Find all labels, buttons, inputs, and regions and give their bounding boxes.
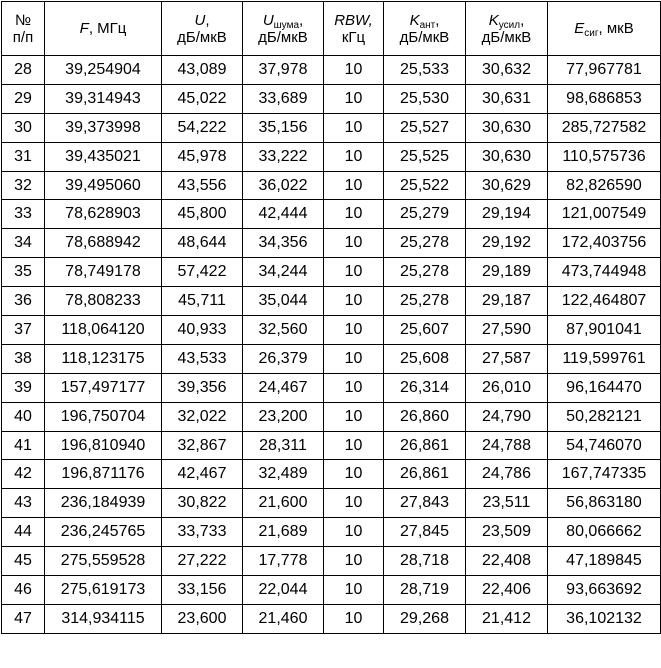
cell-voltage: 43,533 bbox=[162, 344, 243, 373]
table-row bbox=[2, 431, 661, 460]
cell-rbw: 10 bbox=[324, 287, 384, 316]
cell-rbw: 10 bbox=[324, 229, 384, 258]
table-row bbox=[2, 200, 661, 229]
cell-frequency: 196,871176 bbox=[45, 460, 162, 489]
cell-antenna-factor: 26,860 bbox=[384, 402, 466, 431]
table-row bbox=[2, 316, 661, 345]
cell-noise-voltage: 28,311 bbox=[243, 431, 324, 460]
cell-noise-voltage: 34,356 bbox=[243, 229, 324, 258]
cell-amplifier-gain: 23,509 bbox=[466, 518, 548, 547]
header-frequency bbox=[45, 2, 162, 56]
cell-voltage: 45,800 bbox=[162, 200, 243, 229]
cell-voltage: 54,222 bbox=[162, 113, 243, 142]
header-esig-unit: , мкВ bbox=[598, 20, 634, 37]
cell-signal-field: 54,746070 bbox=[548, 431, 661, 460]
cell-signal-field: 93,663692 bbox=[548, 576, 661, 605]
cell-amplifier-gain: 27,590 bbox=[466, 316, 548, 345]
header-frequency-unit: , МГц bbox=[88, 20, 127, 37]
cell-amplifier-gain: 29,189 bbox=[466, 258, 548, 287]
cell-number: 38 bbox=[2, 344, 45, 373]
cell-voltage: 32,867 bbox=[162, 431, 243, 460]
cell-voltage: 33,156 bbox=[162, 576, 243, 605]
cell-frequency: 78,628903 bbox=[45, 200, 162, 229]
header-rbw bbox=[324, 2, 384, 56]
cell-frequency: 236,184939 bbox=[45, 489, 162, 518]
header-voltage: U, дБ/мкВ bbox=[162, 2, 243, 56]
header-number-line1: № bbox=[14, 11, 32, 29]
cell-frequency: 39,495060 bbox=[45, 171, 162, 200]
cell-antenna-factor: 29,268 bbox=[384, 604, 466, 633]
header-esig-symbol: E bbox=[574, 20, 585, 37]
cell-amplifier-gain: 29,187 bbox=[466, 287, 548, 316]
cell-noise-voltage: 36,022 bbox=[243, 171, 324, 200]
cell-rbw: 10 bbox=[324, 604, 384, 633]
cell-signal-field: 473,744948 bbox=[548, 258, 661, 287]
cell-amplifier-gain: 22,406 bbox=[466, 576, 548, 605]
cell-amplifier-gain: 29,194 bbox=[466, 200, 548, 229]
cell-antenna-factor: 26,861 bbox=[384, 431, 466, 460]
cell-frequency: 236,245765 bbox=[45, 518, 162, 547]
cell-amplifier-gain: 24,786 bbox=[466, 460, 548, 489]
cell-frequency: 39,435021 bbox=[45, 142, 162, 171]
cell-antenna-factor: 27,845 bbox=[384, 518, 466, 547]
table-body bbox=[2, 56, 661, 634]
cell-noise-voltage: 37,978 bbox=[243, 56, 324, 85]
cell-frequency: 157,497177 bbox=[45, 373, 162, 402]
cell-noise-voltage: 34,244 bbox=[243, 258, 324, 287]
cell-voltage: 57,422 bbox=[162, 258, 243, 287]
cell-rbw: 10 bbox=[324, 344, 384, 373]
cell-number: 43 bbox=[2, 489, 45, 518]
cell-number: 32 bbox=[2, 171, 45, 200]
cell-rbw: 10 bbox=[324, 431, 384, 460]
cell-antenna-factor: 25,278 bbox=[384, 258, 466, 287]
table-row bbox=[2, 489, 661, 518]
cell-antenna-factor: 26,861 bbox=[384, 460, 466, 489]
cell-number: 39 bbox=[2, 373, 45, 402]
cell-amplifier-gain: 27,587 bbox=[466, 344, 548, 373]
cell-signal-field: 121,007549 bbox=[548, 200, 661, 229]
cell-number: 41 bbox=[2, 431, 45, 460]
cell-noise-voltage: 32,489 bbox=[243, 460, 324, 489]
cell-number: 34 bbox=[2, 229, 45, 258]
cell-frequency: 118,123175 bbox=[45, 344, 162, 373]
table-row bbox=[2, 287, 661, 316]
cell-frequency: 78,688942 bbox=[45, 229, 162, 258]
cell-voltage: 45,022 bbox=[162, 84, 243, 113]
cell-signal-field: 167,747335 bbox=[548, 460, 661, 489]
cell-rbw: 10 bbox=[324, 258, 384, 287]
cell-amplifier-gain: 30,630 bbox=[466, 142, 548, 171]
cell-signal-field: 47,189845 bbox=[548, 547, 661, 576]
header-frequency-symbol: F bbox=[79, 20, 89, 37]
cell-number: 31 bbox=[2, 142, 45, 171]
cell-voltage: 45,978 bbox=[162, 142, 243, 171]
cell-signal-field: 56,863180 bbox=[548, 489, 661, 518]
cell-amplifier-gain: 23,511 bbox=[466, 489, 548, 518]
header-number bbox=[2, 2, 45, 56]
cell-amplifier-gain: 30,630 bbox=[466, 113, 548, 142]
cell-rbw: 10 bbox=[324, 200, 384, 229]
table-row bbox=[2, 113, 661, 142]
cell-antenna-factor: 25,608 bbox=[384, 344, 466, 373]
cell-noise-voltage: 35,156 bbox=[243, 113, 324, 142]
cell-rbw: 10 bbox=[324, 316, 384, 345]
cell-frequency: 78,808233 bbox=[45, 287, 162, 316]
measurement-table bbox=[1, 1, 661, 634]
cell-number: 36 bbox=[2, 287, 45, 316]
cell-amplifier-gain: 29,192 bbox=[466, 229, 548, 258]
cell-signal-field: 96,164470 bbox=[548, 373, 661, 402]
cell-signal-field: 36,102132 bbox=[548, 604, 661, 633]
header-kusil-unit: дБ/мкВ bbox=[481, 28, 532, 46]
header-signal-field bbox=[548, 2, 661, 56]
cell-number: 28 bbox=[2, 56, 45, 85]
cell-number: 45 bbox=[2, 547, 45, 576]
cell-antenna-factor: 27,843 bbox=[384, 489, 466, 518]
header-noise-symbol: U bbox=[262, 11, 274, 29]
cell-noise-voltage: 21,689 bbox=[243, 518, 324, 547]
cell-signal-field: 122,464807 bbox=[548, 287, 661, 316]
table-row bbox=[2, 518, 661, 547]
table-row bbox=[2, 344, 661, 373]
cell-signal-field: 50,282121 bbox=[548, 402, 661, 431]
cell-noise-voltage: 33,222 bbox=[243, 142, 324, 171]
cell-number: 42 bbox=[2, 460, 45, 489]
cell-frequency: 275,619173 bbox=[45, 576, 162, 605]
cell-amplifier-gain: 24,788 bbox=[466, 431, 548, 460]
cell-noise-voltage: 24,467 bbox=[243, 373, 324, 402]
cell-number: 29 bbox=[2, 84, 45, 113]
header-row bbox=[2, 2, 661, 56]
header-antenna-factor: $K_{ант}$, дБ/мкВ bbox=[384, 2, 466, 56]
cell-voltage: 45,711 bbox=[162, 287, 243, 316]
table-row bbox=[2, 229, 661, 258]
cell-rbw: 10 bbox=[324, 113, 384, 142]
cell-frequency: 196,750704 bbox=[45, 402, 162, 431]
cell-number: 47 bbox=[2, 604, 45, 633]
cell-rbw: 10 bbox=[324, 489, 384, 518]
cell-signal-field: 98,686853 bbox=[548, 84, 661, 113]
cell-frequency: 196,810940 bbox=[45, 431, 162, 460]
cell-antenna-factor: 25,527 bbox=[384, 113, 466, 142]
cell-rbw: 10 bbox=[324, 402, 384, 431]
header-voltage-symbol: U bbox=[194, 11, 206, 29]
cell-signal-field: 87,901041 bbox=[548, 316, 661, 345]
cell-noise-voltage: 33,689 bbox=[243, 84, 324, 113]
header-voltage-unit: дБ/мкВ bbox=[177, 28, 227, 46]
cell-rbw: 10 bbox=[324, 84, 384, 113]
cell-signal-field: 80,066662 bbox=[548, 518, 661, 547]
cell-signal-field: 77,967781 bbox=[548, 56, 661, 85]
cell-voltage: 39,356 bbox=[162, 373, 243, 402]
cell-antenna-factor: 25,278 bbox=[384, 229, 466, 258]
cell-noise-voltage: 21,460 bbox=[243, 604, 324, 633]
header-rbw-unit: кГц bbox=[341, 28, 366, 46]
cell-frequency: 39,254904 bbox=[45, 56, 162, 85]
cell-voltage: 48,644 bbox=[162, 229, 243, 258]
cell-antenna-factor: 25,525 bbox=[384, 142, 466, 171]
table-row bbox=[2, 84, 661, 113]
cell-amplifier-gain: 22,408 bbox=[466, 547, 548, 576]
table-row bbox=[2, 171, 661, 200]
cell-antenna-factor: 28,718 bbox=[384, 547, 466, 576]
cell-signal-field: 172,403756 bbox=[548, 229, 661, 258]
cell-voltage: 33,733 bbox=[162, 518, 243, 547]
cell-frequency: 275,559528 bbox=[45, 547, 162, 576]
header-amplifier-gain: $K_{усил}$, дБ/мкВ bbox=[466, 2, 548, 56]
cell-number: 44 bbox=[2, 518, 45, 547]
cell-antenna-factor: 25,278 bbox=[384, 287, 466, 316]
table-row bbox=[2, 56, 661, 85]
cell-voltage: 27,222 bbox=[162, 547, 243, 576]
cell-frequency: 314,934115 bbox=[45, 604, 162, 633]
cell-rbw: 10 bbox=[324, 547, 384, 576]
cell-antenna-factor: 25,522 bbox=[384, 171, 466, 200]
cell-voltage: 32,022 bbox=[162, 402, 243, 431]
table-row bbox=[2, 373, 661, 402]
cell-noise-voltage: 22,044 bbox=[243, 576, 324, 605]
cell-amplifier-gain: 30,631 bbox=[466, 84, 548, 113]
cell-noise-voltage: 17,778 bbox=[243, 547, 324, 576]
table-row bbox=[2, 460, 661, 489]
cell-antenna-factor: 25,607 bbox=[384, 316, 466, 345]
table-row bbox=[2, 604, 661, 633]
cell-voltage: 43,089 bbox=[162, 56, 243, 85]
cell-noise-voltage: 35,044 bbox=[243, 287, 324, 316]
cell-rbw: 10 bbox=[324, 576, 384, 605]
cell-noise-voltage: 23,200 bbox=[243, 402, 324, 431]
cell-noise-voltage: 42,444 bbox=[243, 200, 324, 229]
header-kusil-symbol: K bbox=[488, 11, 499, 29]
cell-rbw: 10 bbox=[324, 56, 384, 85]
cell-rbw: 10 bbox=[324, 171, 384, 200]
cell-signal-field: 285,727582 bbox=[548, 113, 661, 142]
header-kant-symbol: K bbox=[409, 11, 420, 29]
table-row bbox=[2, 576, 661, 605]
cell-amplifier-gain: 26,010 bbox=[466, 373, 548, 402]
cell-antenna-factor: 25,533 bbox=[384, 56, 466, 85]
cell-antenna-factor: 25,530 bbox=[384, 84, 466, 113]
header-rbw-symbol: RBW, bbox=[334, 11, 373, 29]
cell-frequency: 118,064120 bbox=[45, 316, 162, 345]
cell-amplifier-gain: 30,632 bbox=[466, 56, 548, 85]
table-row bbox=[2, 402, 661, 431]
table-row bbox=[2, 142, 661, 171]
cell-noise-voltage: 32,560 bbox=[243, 316, 324, 345]
cell-voltage: 30,822 bbox=[162, 489, 243, 518]
cell-frequency: 39,373998 bbox=[45, 113, 162, 142]
cell-number: 30 bbox=[2, 113, 45, 142]
table-row bbox=[2, 547, 661, 576]
cell-frequency: 78,749178 bbox=[45, 258, 162, 287]
cell-rbw: 10 bbox=[324, 518, 384, 547]
cell-signal-field: 110,575736 bbox=[548, 142, 661, 171]
cell-voltage: 40,933 bbox=[162, 316, 243, 345]
cell-signal-field: 119,599761 bbox=[548, 344, 661, 373]
cell-amplifier-gain: 30,629 bbox=[466, 171, 548, 200]
cell-antenna-factor: 28,719 bbox=[384, 576, 466, 605]
cell-voltage: 23,600 bbox=[162, 604, 243, 633]
cell-rbw: 10 bbox=[324, 373, 384, 402]
header-kant-unit: дБ/мкВ bbox=[399, 28, 450, 46]
cell-rbw: 10 bbox=[324, 142, 384, 171]
cell-noise-voltage: 26,379 bbox=[243, 344, 324, 373]
cell-number: 37 bbox=[2, 316, 45, 345]
header-kusil-subscript: усил bbox=[498, 19, 521, 31]
cell-antenna-factor: 26,314 bbox=[384, 373, 466, 402]
cell-number: 40 bbox=[2, 402, 45, 431]
table-row bbox=[2, 258, 661, 287]
cell-number: 46 bbox=[2, 576, 45, 605]
cell-antenna-factor: 25,279 bbox=[384, 200, 466, 229]
cell-number: 35 bbox=[2, 258, 45, 287]
cell-rbw: 10 bbox=[324, 460, 384, 489]
cell-amplifier-gain: 24,790 bbox=[466, 402, 548, 431]
header-esig-subscript: сиг bbox=[584, 28, 599, 39]
cell-signal-field: 82,826590 bbox=[548, 171, 661, 200]
cell-frequency: 39,314943 bbox=[45, 84, 162, 113]
cell-noise-voltage: 21,600 bbox=[243, 489, 324, 518]
cell-amplifier-gain: 21,412 bbox=[466, 604, 548, 633]
header-noise-unit: дБ/мкВ bbox=[258, 28, 308, 46]
header-number-line2: п/п bbox=[12, 28, 34, 46]
cell-voltage: 42,467 bbox=[162, 460, 243, 489]
cell-voltage: 43,556 bbox=[162, 171, 243, 200]
header-noise-voltage: $U_{шума}$, дБ/мкВ bbox=[243, 2, 324, 56]
header-kant-subscript: ант bbox=[419, 19, 436, 31]
cell-number: 33 bbox=[2, 200, 45, 229]
header-noise-subscript: шума bbox=[273, 19, 300, 31]
